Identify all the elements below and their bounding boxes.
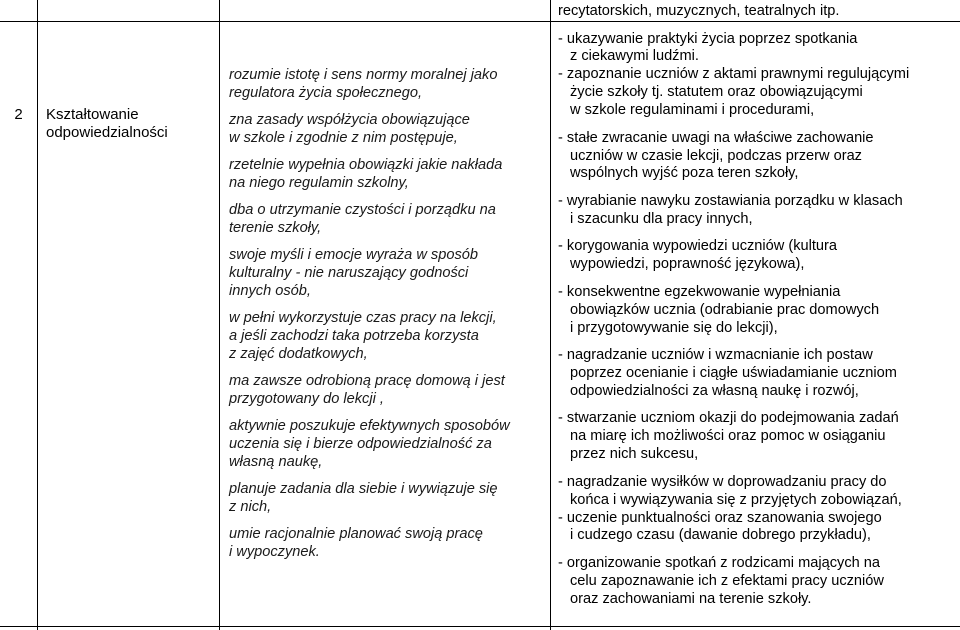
category-line: odpowiedzialności bbox=[46, 124, 168, 141]
requirement-line: uczenia się i bierze odpowiedzialność za bbox=[229, 435, 492, 452]
method-item bbox=[558, 66, 958, 120]
method-line: uczniów w czasie lekcji, podczas przerw oraz bbox=[570, 147, 862, 164]
requirement-line: planuje zadania dla siebie i wywiązuje się bbox=[229, 480, 498, 497]
requirement-line: i wypoczynek. bbox=[229, 543, 320, 560]
method-line: obowiązków ucznia (odrabianie prac domowych bbox=[570, 301, 880, 318]
method-line: z ciekawymi ludźmi. bbox=[570, 48, 699, 65]
method-line: - wyrabianie nawyku zostawiania porządku w klasach bbox=[558, 192, 903, 209]
col-divider-2 bbox=[219, 0, 220, 630]
method-line: oraz zachowaniami na terenie szkoły. bbox=[570, 590, 812, 607]
method-item bbox=[558, 510, 958, 546]
method-item bbox=[558, 474, 958, 510]
method-line: - uczenie punktualności oraz szanowania swojego bbox=[558, 509, 882, 526]
requirement-line: dba o utrzymanie czystości i porządku na bbox=[229, 202, 496, 218]
method-line: - ukazywanie praktyki życia poprzez spotkania bbox=[558, 30, 858, 47]
method-line: - organizowanie spotkań z rodzicami mających na bbox=[558, 554, 881, 571]
requirement-item bbox=[229, 112, 549, 148]
method-line: - stałe zwracanie uwagi na właściwe zachowanie bbox=[558, 129, 874, 146]
method-item bbox=[558, 347, 958, 401]
col-divider-3 bbox=[550, 0, 551, 630]
requirement-line: ma zawsze odrobioną pracę domową i jest bbox=[229, 372, 505, 389]
method-line: na miarę ich możliwości oraz pomoc w osiąganiu bbox=[570, 428, 886, 445]
method-line: wspólnych wyjść poza teren szkoły, bbox=[570, 165, 799, 182]
method-line: życie szkoły tj. statutem oraz obowiązującymi bbox=[570, 84, 863, 101]
method-item bbox=[558, 130, 958, 184]
method-item bbox=[558, 31, 958, 67]
category-line: Kształtowanie bbox=[46, 106, 139, 123]
requirement-item bbox=[229, 418, 549, 472]
method-line: końca i wywiązywania się z przyjętych zobowiązań, bbox=[570, 491, 902, 508]
requirement-line: przygotowany do lekcji , bbox=[229, 390, 384, 407]
method-line: przez nich sukcesu, bbox=[570, 446, 699, 463]
method-line: i cudzego czasu (dawanie dobrego przykładu), bbox=[570, 527, 871, 544]
method-item bbox=[558, 284, 958, 338]
method-line: - zapoznanie uczniów z aktami prawnymi regulującymi bbox=[558, 66, 910, 83]
requirement-line: terenie szkoły, bbox=[229, 219, 322, 236]
requirement-line: swoje myśli i emocje wyraża w sposób bbox=[229, 247, 478, 263]
requirement-line: z zajęć dodatkowych, bbox=[229, 345, 368, 362]
requirement-line: rozumie istotę i sens normy moralnej jako bbox=[229, 67, 498, 83]
requirement-item bbox=[229, 481, 549, 517]
requirement-item bbox=[229, 310, 549, 364]
requirement-item bbox=[229, 526, 549, 562]
method-item bbox=[558, 555, 958, 609]
requirement-line: w szkole i zgodnie z nim postępuje, bbox=[229, 129, 458, 146]
requirement-line: rzetelnie wypełnia obowiązki jakie nakłada bbox=[229, 157, 503, 173]
method-line: - stwarzanie uczniom okazji do podejmowania zadań bbox=[558, 410, 899, 427]
method-item bbox=[558, 410, 958, 464]
requirement-line: a jeśli zachodzi taka potrzeba korzysta bbox=[229, 327, 479, 344]
method-item bbox=[558, 238, 958, 274]
requirement-line: z nich, bbox=[229, 498, 272, 515]
requirement-line: kulturalny - nie naruszający godności bbox=[229, 264, 469, 281]
table-bottom-line bbox=[0, 626, 960, 627]
requirement-line: regulatora życia społecznego, bbox=[229, 84, 423, 101]
method-line: i szacunku dla pracy innych, bbox=[570, 210, 753, 227]
method-line: - korygowania wypowiedzi uczniów (kultura bbox=[558, 238, 838, 255]
row-category bbox=[46, 106, 216, 142]
requirement-line: w pełni wykorzystuje czas pracy na lekcji, bbox=[229, 309, 497, 326]
requirement-line: umie racjonalnie planować swoją pracę bbox=[229, 525, 483, 542]
requirement-item bbox=[229, 67, 549, 103]
methods-column bbox=[558, 3, 958, 618]
method-item bbox=[558, 193, 958, 229]
requirement-line: innych osób, bbox=[229, 282, 311, 299]
requirement-item bbox=[229, 247, 549, 301]
requirement-line: własną naukę, bbox=[229, 453, 323, 470]
method-line: wypowiedzi, poprawność językowa), bbox=[570, 256, 805, 273]
requirement-line: aktywnie poszukuje efektywnych sposobów bbox=[229, 417, 510, 434]
method-line: i przygotowywanie się do lekcji), bbox=[570, 319, 778, 336]
method-line: celu zapoznawanie ich z efektami pracy uczniów bbox=[570, 572, 884, 589]
requirements-column bbox=[229, 67, 549, 571]
requirement-line: na niego regulamin szkolny, bbox=[229, 174, 409, 191]
method-line: recytatorskich, muzycznych, teatralnych itp. bbox=[558, 3, 840, 19]
method-line: - nagradzanie uczniów i wzmacnianie ich postaw bbox=[558, 347, 873, 364]
method-line: odpowiedzialności za własną naukę i rozwój, bbox=[570, 382, 859, 399]
requirement-item bbox=[229, 202, 549, 238]
method-line: - nagradzanie wysiłków w doprowadzaniu pracy do bbox=[558, 473, 887, 490]
row-number: 2 bbox=[14, 106, 23, 123]
requirement-item bbox=[229, 157, 549, 193]
col-divider-1 bbox=[37, 0, 38, 630]
requirement-line: zna zasady współżycia obowiązujące bbox=[229, 112, 470, 128]
method-item bbox=[558, 3, 958, 21]
requirement-item bbox=[229, 373, 549, 409]
method-line: w szkole regulaminami i procedurami, bbox=[570, 102, 815, 119]
method-line: - konsekwentne egzekwowanie wypełniania bbox=[558, 283, 841, 300]
method-line: poprzez ocenianie i ciągłe uświadamianie uczniom bbox=[570, 364, 897, 381]
